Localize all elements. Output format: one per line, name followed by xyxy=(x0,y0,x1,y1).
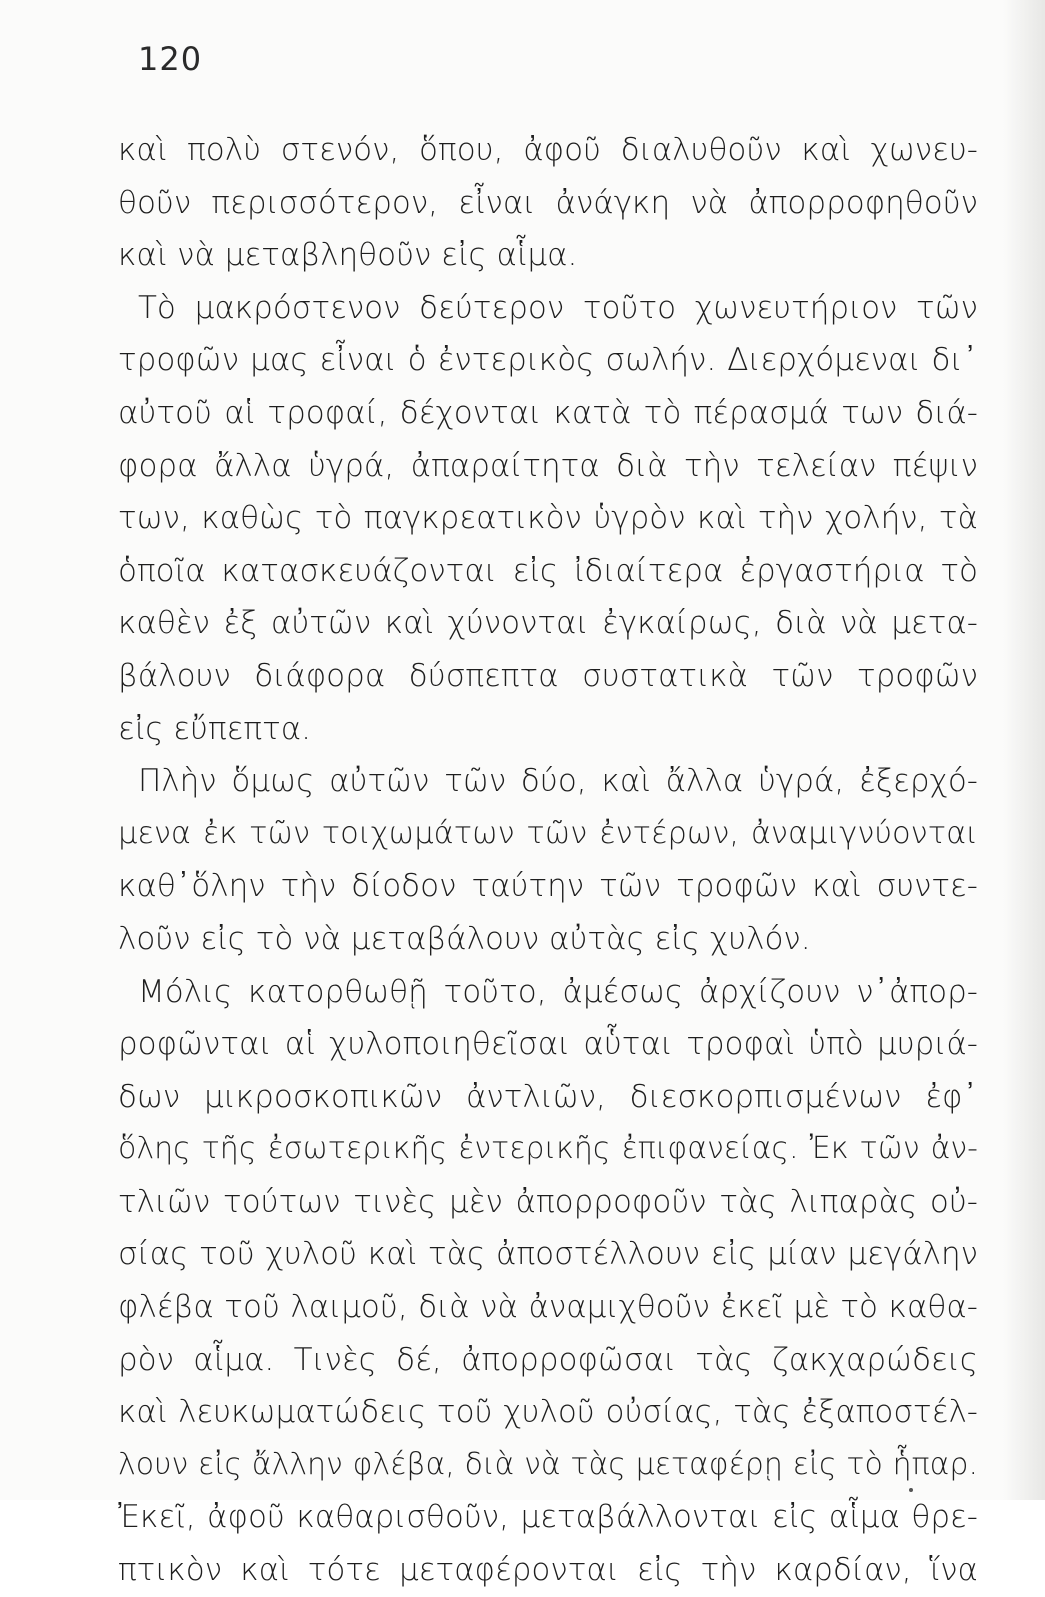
text-line: πτικὸν καὶ τότε μεταφέρονται εἰς τὴν καρδίαν, ἵνα xyxy=(118,1552,978,1589)
body-text xyxy=(118,124,978,1597)
text-line: των, καθὼς τὸ παγκρεατικὸν ὑγρὸν καὶ τὴν χολήν, τὰ xyxy=(118,500,978,537)
text-line: δων μικροσκοπικῶν ἀντλιῶν, διεσκορπισμένων ἐφ᾽ xyxy=(118,1078,978,1115)
text-line: Ἐκεῖ, ἀφοῦ καθαρισθοῦν, μεταβάλλονται εἰς αἷμα θρε- xyxy=(118,1499,978,1536)
text-line: φλέβα τοῦ λαιμοῦ, διὰ νὰ ἀναμιχθοῦν ἐκεῖ μὲ τὸ καθα- xyxy=(118,1289,978,1326)
page-edge-shadow xyxy=(1003,0,1045,1500)
text-line: θοῦν περισσότερον, εἶναι ἀνάγκη νὰ ἀπορροφηθοῦν xyxy=(118,184,978,221)
text-line: εἰς εὔπεπτα. xyxy=(118,710,312,747)
text-line: Τὸ μακρόστενον δεύτερον τοῦτο χωνευτήριον τῶν xyxy=(138,289,978,326)
text-line: καθ᾽ὅλην τὴν δίοδον ταύτην τῶν τροφῶν καὶ συντε- xyxy=(118,868,978,905)
text-line: ὅλης τῆς ἐσωτερικῆς ἐντερικῆς ἐπιφανείας. Ἐκ τῶν ἀν- xyxy=(118,1131,978,1167)
text-line: αὐτοῦ αἱ τροφαί, δέχονται κατὰ τὸ πέρασμά των διά- xyxy=(118,394,978,431)
text-line: λοῦν εἰς τὸ νὰ μεταβάλουν αὐτὰς εἰς χυλόν. xyxy=(118,920,811,957)
text-line: βάλουν διάφορα δύσπεπτα συστατικὰ τῶν τροφῶν xyxy=(118,657,978,694)
text-line: τλιῶν τούτων τινὲς μὲν ἀπορροφοῦν τὰς λιπαρὰς οὐ- xyxy=(118,1183,978,1220)
text-line: καὶ νὰ μεταβληθοῦν εἰς αἷμα. xyxy=(118,237,578,274)
text-line: Μόλις κατορθωθῇ τοῦτο, ἀμέσως ἀρχίζουν ν᾽ἀπορ- xyxy=(138,973,978,1010)
text-line: καὶ πολὺ στενόν, ὅπου, ἀφοῦ διαλυθοῦν καὶ χωνευ- xyxy=(118,132,978,168)
text-line: ρὸν αἷμα. Τινὲς δέ, ἀπορροφῶσαι τὰς ζακχαρώδεις xyxy=(118,1341,978,1378)
text-line: ροφῶνται αἱ χυλοποιηθεῖσαι αὗται τροφαὶ ὑπὸ μυριά- xyxy=(118,1026,978,1063)
text-line: σίας τοῦ χυλοῦ καὶ τὰς ἀποστέλλουν εἰς μίαν μεγάλην xyxy=(118,1236,978,1273)
text-line: ὁποῖα κατασκευάζονται εἰς ἰδιαίτερα ἐργαστήρια τὸ xyxy=(118,552,978,589)
page-number: 120 xyxy=(138,40,203,78)
text-line: τροφῶν μας εἶναι ὁ ἐντερικὸς σωλήν. Διερχόμεναι δι᾽ xyxy=(118,342,978,379)
print-speck xyxy=(909,1488,913,1492)
text-line: μενα ἐκ τῶν τοιχωμάτων τῶν ἐντέρων, ἀναμιγνύονται xyxy=(118,815,978,851)
text-line: φορα ἄλλα ὑγρά, ἀπαραίτητα διὰ τὴν τελείαν πέψιν xyxy=(118,447,978,484)
text-line: λουν εἰς ἄλλην φλέβα, διὰ νὰ τὰς μεταφέρῃ εἰς τὸ ἧπαρ. xyxy=(118,1446,978,1482)
text-line: Πλὴν ὅμως αὐτῶν τῶν δύο, καὶ ἄλλα ὑγρά, ἐξερχό- xyxy=(138,763,978,800)
text-line: καθὲν ἐξ αὐτῶν καὶ χύνονται ἐγκαίρως, διὰ νὰ μετα- xyxy=(118,605,978,642)
text-line: καὶ λευκωματώδεις τοῦ χυλοῦ οὐσίας, τὰς ἐξαποστέλ- xyxy=(118,1394,978,1431)
